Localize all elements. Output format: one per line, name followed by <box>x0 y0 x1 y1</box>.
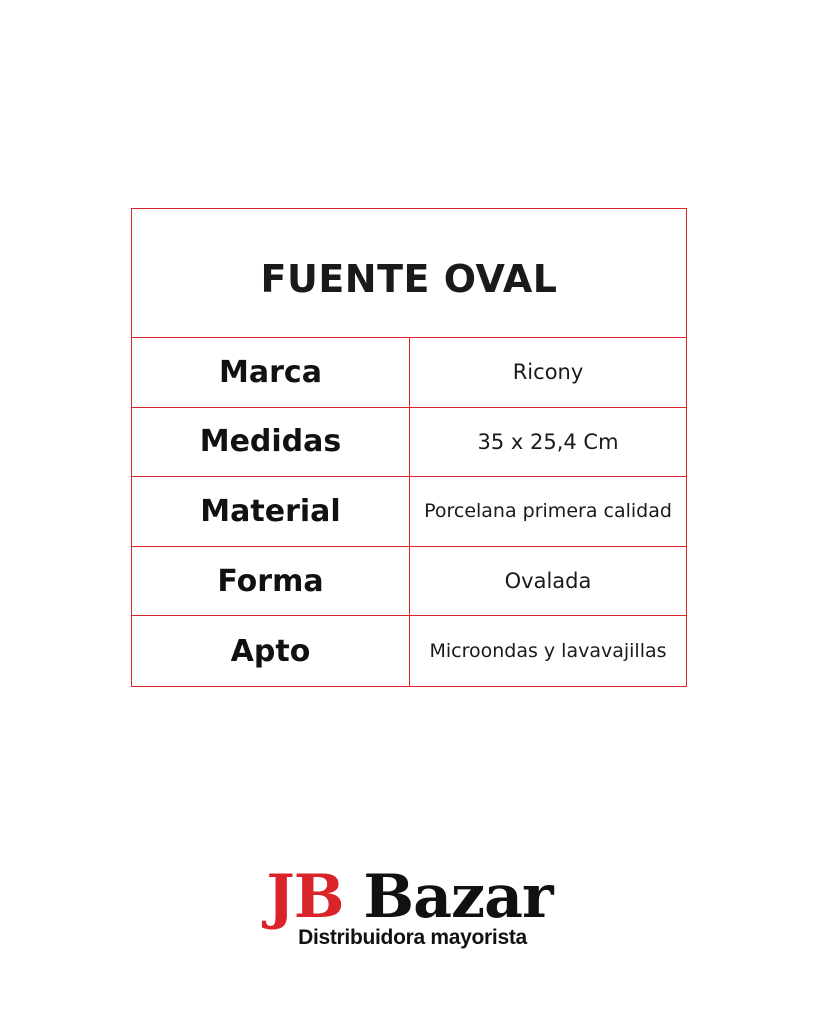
table-row <box>132 547 686 617</box>
spec-label-apto: Apto <box>132 616 410 686</box>
spec-value-marca: Ricony <box>512 360 584 385</box>
table-title-row <box>132 209 686 338</box>
table-row <box>132 477 686 547</box>
table-row <box>132 338 686 408</box>
product-title: FUENTE OVAL <box>260 257 558 301</box>
table-row <box>132 616 686 686</box>
logo-tagline: Distribuidora mayorista <box>298 926 527 949</box>
spec-value-forma: Ovalada <box>504 569 592 594</box>
table-row <box>132 408 686 478</box>
logo-jb: JB <box>266 862 344 932</box>
spec-table <box>131 208 687 687</box>
spec-label-medidas: Medidas <box>132 408 410 477</box>
spec-label-material: Material <box>132 477 410 546</box>
spec-label-marca: Marca <box>132 338 410 407</box>
spec-value-material: Porcelana primera calidad <box>424 500 672 523</box>
logo-bazar: Bazar <box>363 862 553 932</box>
spec-label-forma: Forma <box>132 547 410 616</box>
logo-wordmark <box>0 862 819 932</box>
brand-logo <box>0 862 819 950</box>
spec-value-apto: Microondas y lavavajillas <box>429 640 667 663</box>
spec-value-medidas: 35 x 25,4 Cm <box>477 429 619 454</box>
